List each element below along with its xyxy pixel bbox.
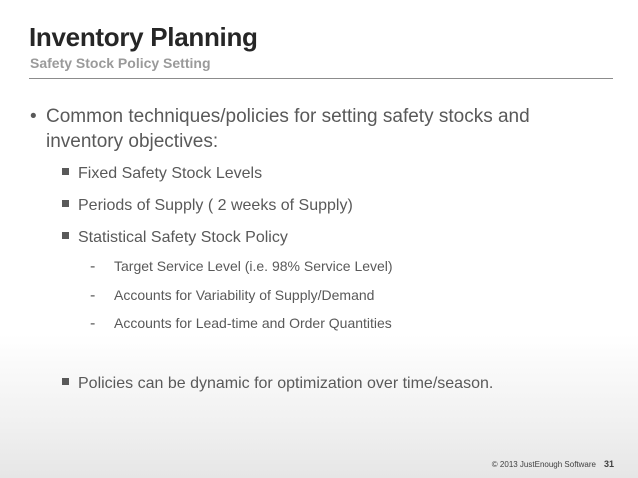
slide-title: Inventory Planning [29,22,258,52]
dash-bullet-icon: - [90,258,96,275]
dash-bullet-icon: - [90,287,96,304]
sub-bullet-text: Fixed Safety Stock Levels [78,165,263,182]
sub-sub-bullet-text: Target Service Level (i.e. 98% Service Level) [114,258,393,274]
sub-sub-bullet-text: Accounts for Lead-time and Order Quantities [114,315,392,331]
main-bullet [30,104,590,154]
final-bullet-text: Policies can be dynamic for optimization over time/season. [78,375,494,392]
main-bullet-text: Common techniques/policies for setting safety stocks and inventory objectives: [46,106,530,152]
title-divider [29,78,613,79]
page-number: 31 [603,459,614,469]
sub-bullet [62,165,262,183]
footer [492,459,614,469]
bullet-dot-icon: • [30,106,37,127]
sub-sub-bullet [90,315,392,333]
square-bullet-icon [62,168,69,175]
sub-sub-bullet [90,287,374,305]
final-bullet [62,375,493,393]
sub-bullet-text: Periods of Supply ( 2 weeks of Supply) [78,197,353,214]
sub-bullet [62,229,288,247]
dash-bullet-icon: - [90,315,96,332]
sub-bullet-text: Statistical Safety Stock Policy [78,229,288,246]
sub-sub-bullet-text: Accounts for Variability of Supply/Demand [114,287,375,303]
sub-sub-bullet [90,258,393,276]
slide-subtitle: Safety Stock Policy Setting [30,55,211,71]
square-bullet-icon [62,232,69,239]
copyright-text: © 2013 JustEnough Software [491,460,596,469]
sub-bullet [62,197,353,215]
square-bullet-icon [62,200,69,207]
square-bullet-icon [62,378,69,385]
